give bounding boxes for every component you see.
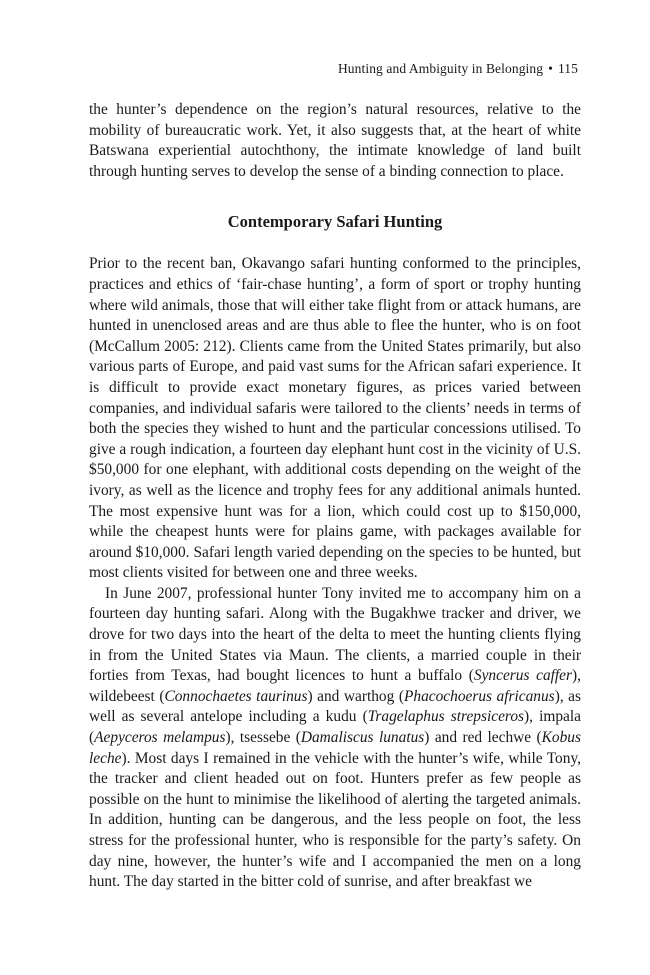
header-separator: • <box>548 61 553 76</box>
species-name: Phacochoerus africanus <box>403 687 555 705</box>
text-run: ), as well as several antelope including a kudu ( <box>89 687 581 726</box>
paragraph-june-2007 <box>89 584 581 893</box>
text-run: ) and warthog ( <box>307 687 404 705</box>
text-run: ) and red lechwe ( <box>424 729 542 747</box>
species-name: Tragelaphus strepsiceros <box>367 708 525 726</box>
text-run: In June 2007, professional hunter Tony invited me to accompany him on a fourteen day hunting safari. Along with the Bugakhwe tracker and driver, we drove for two days into the heart of the delta to meet the hunting clients flying in from the United States via Maun. The clients, a married couple in their forties from Texas, had bought licences to hunt a buffalo ( <box>89 584 581 685</box>
text-run: ), tsessebe ( <box>225 729 301 747</box>
paragraph-safari-costs: Prior to the recent ban, Okavango safari hunting conformed to the principles, practices and ethics of ‘fair-chase hunting’, a form of sport or trophy hunting where wild animals, those that will either take flight from or attack humans, are hunted in unenclosed areas and are thus able to flee the hunter, who is on foot (McCallum 2005: 212). Clients came from the United States primarily, but also various parts of Europe, and paid vast sums for the African safari experience. It is difficult to provide exact monetary figures, as prices varied between companies, and individual safaris were tailored to the clients’ needs in terms of both the species they wished to hunt and the particular concessions utilised. To give a rough indication, a fourteen day elephant hunt cost in the vicinity of U.S. $50,000 for one elephant, with additional costs depending on the weight of the ivory, as well as the licence and trophy fees for any additional animals hunted. The most expensive hunt was for a lion, which could cost up to $150,000, while the cheapest hunts were for plains game, with packages available for around $10,000. Safari length varied depending on the species to be hunted, but most clients visited for between one and three weeks. <box>89 255 581 582</box>
species-name: Kobus leche <box>89 729 581 767</box>
species-name: Connochaetes taurinus <box>164 687 308 705</box>
section-heading: Contemporary Safari Hunting <box>227 212 443 232</box>
species-name: Damaliscus lunatus <box>300 729 425 747</box>
running-header <box>338 61 578 77</box>
species-name: Syncerus caffer <box>473 667 573 685</box>
text-run: ), wildebeest ( <box>89 667 581 705</box>
text-run: ). Most days I remained in the vehicle with the hunter’s wife, while Tony, the tracker and client headed out on foot. Hunters prefer as few people as possible on the hunt to minimise the likelihood of alerting the targeted animals. In addition, hunting can be dangerous, and the less people on foot, the less stress for the professional hunter, who is responsible for the party’s safety. On day nine, however, the hunter’s wife and I accompanied the men on a long hunt. The day started in the bitter cold of sunrise, and after breakfast we <box>89 749 581 891</box>
running-title: Hunting and Ambiguity in Belonging <box>337 61 544 76</box>
paragraph-continued: the hunter’s dependence on the region’s natural resources, relative to the mobility of bureaucratic work. Yet, it also suggests that, at the heart of white Batswana experiential autochthony, the intimate knowledge of land built through hunting serves to develop the sense of a binding connection to place. <box>89 101 581 180</box>
page-number: 115 <box>557 61 578 76</box>
text-run: ), impala ( <box>89 708 581 747</box>
species-name: Aepyceros melampus <box>94 729 226 747</box>
body-text <box>89 100 581 893</box>
